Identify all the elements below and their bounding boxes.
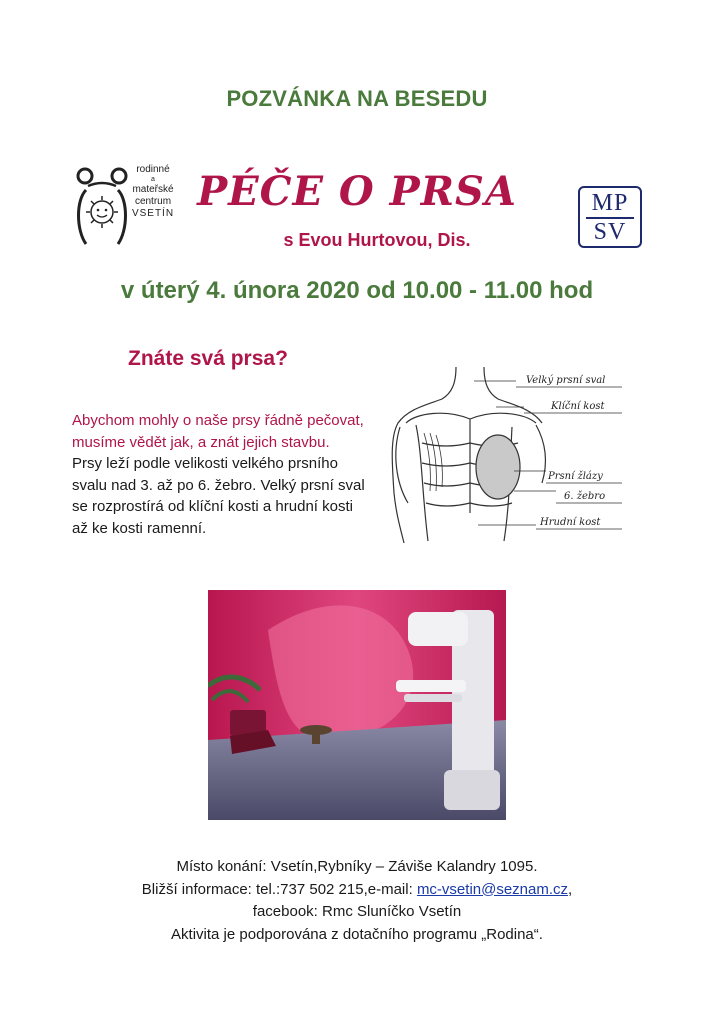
breast-anatomy-diagram (386, 363, 626, 547)
venue-text: Místo konání: Vsetín,Rybníky – Záviše Kalandry 1095. (176, 858, 538, 875)
body-line: Abychom mohly o naše prsy řádně pečovat, (72, 412, 364, 429)
diagram-label: Prsní žlázy (548, 471, 603, 482)
contact-suffix: , (568, 880, 573, 898)
speaker-name: s Evou Hurtovou, Dis. (283, 230, 471, 250)
invite-header: POZVÁNKA NA BESEDU (226, 86, 488, 111)
event-datetime: v úterý 4. února 2020 od 10.00 - 11.00 hod (120, 277, 594, 304)
mpsv-logo-top: MP (586, 190, 634, 219)
support-text: Aktivita je podporována z dotačního programu „Rodina“. (171, 925, 543, 943)
mammary-gland-icon (476, 435, 520, 499)
mpsv-logo-bottom: SV (593, 219, 627, 245)
email-link[interactable]: mc-vsetin@seznam.cz (416, 880, 569, 898)
section-question: Znáte svá prsa? (128, 347, 288, 370)
contact-line (0, 879, 714, 902)
body-line: musíme vědět jak, a znát jejich stavbu. (72, 433, 330, 451)
mammography-room-photo (208, 590, 506, 820)
body-paragraph (72, 410, 402, 539)
body-line: Prsy leží podle velikosti velkého prsního (72, 455, 338, 472)
page-title: PÉČE O PRSA (197, 168, 517, 215)
diagram-label: Klíční kost (551, 401, 605, 412)
body-line: až ke kosti ramenní. (72, 519, 207, 537)
diagram-label: Hrudní kost (540, 517, 601, 528)
event-footer (0, 856, 714, 946)
diagram-label: Velký prsní sval (526, 375, 606, 386)
facebook-text: facebook: Rmc Sluníčko Vsetín (252, 903, 462, 920)
body-line: se rozprostírá od klíční kosti a hrudní kosti (72, 498, 353, 515)
torso-outline-icon (392, 367, 545, 543)
diagram-label: 6. žebro (564, 491, 606, 502)
body-line: svalu nad 3. až po 6. žebro. Velký prsní sval (72, 476, 365, 494)
contact-prefix: Bližší informace: tel.:737 502 215,e-mail: (141, 880, 417, 898)
logo-wordmark: rodinné a mateřské centrum VSETÍN (131, 164, 175, 219)
